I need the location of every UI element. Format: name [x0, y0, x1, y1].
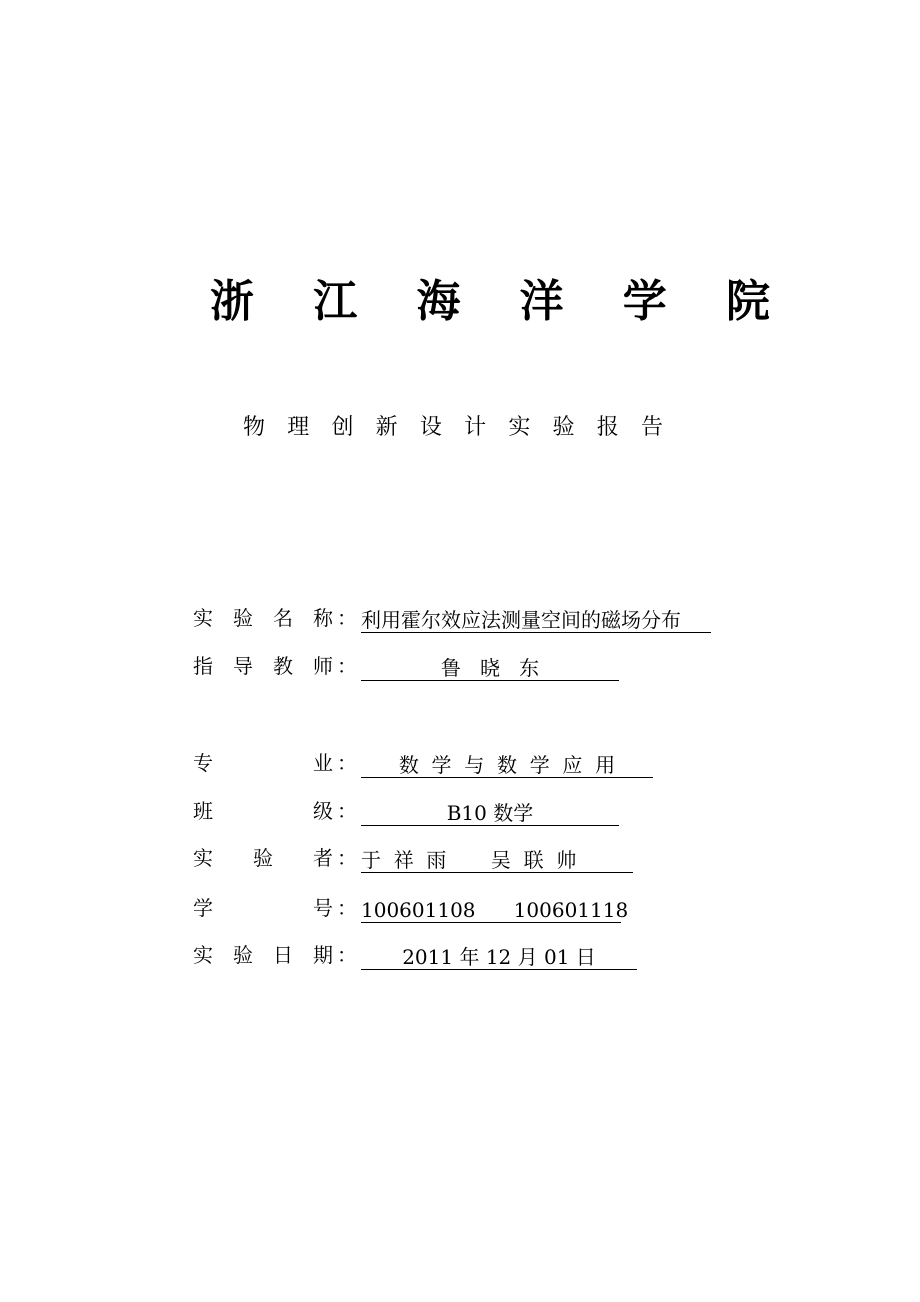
experimenter-value: 于 祥 雨 吴 联 帅 [361, 847, 633, 873]
field-date [193, 940, 637, 970]
experiment-name-value: 利用霍尔效应法测量空间的磁场分布 [361, 607, 711, 633]
label-char: 称 [313, 606, 333, 630]
label-char: 日 [273, 943, 293, 967]
report-subtitle-char: 报 [596, 414, 619, 440]
field-label [193, 796, 333, 826]
report-subtitle-char: 实 [508, 414, 531, 440]
label-char: 学 [193, 896, 213, 920]
field-label [193, 748, 333, 778]
school-title-char: 学 [622, 276, 667, 327]
report-subtitle-char: 计 [464, 414, 487, 440]
label-char: 实 [193, 606, 213, 630]
school-title [210, 262, 770, 332]
field-colon: ： [337, 654, 357, 678]
school-title-char: 洋 [519, 276, 564, 327]
school-title-char: 院 [725, 276, 770, 327]
label-char: 实 [193, 846, 213, 870]
field-colon: ： [337, 799, 357, 823]
field-student-id [193, 893, 629, 923]
field-class [193, 796, 619, 826]
label-char: 号 [313, 896, 333, 920]
report-subtitle-char: 验 [552, 414, 575, 440]
label-char: 者 [313, 846, 333, 870]
field-colon: ： [337, 846, 357, 870]
school-title-char: 海 [416, 276, 461, 327]
date-value: 2011 年 12 月 01 日 [361, 944, 637, 970]
label-char: 期 [313, 943, 333, 967]
label-char: 名 [273, 606, 293, 630]
label-char: 级 [313, 799, 333, 823]
field-label [193, 603, 333, 633]
label-char: 指 [193, 654, 213, 678]
field-label [193, 843, 333, 873]
label-char: 班 [193, 799, 213, 823]
field-label [193, 940, 333, 970]
label-char: 师 [313, 654, 333, 678]
label-char: 验 [253, 846, 273, 870]
label-char: 验 [233, 943, 253, 967]
instructor-value: 鲁 晓 东 [361, 655, 619, 681]
field-colon: ： [337, 943, 357, 967]
report-subtitle-char: 创 [331, 414, 354, 440]
report-subtitle-char: 设 [419, 414, 442, 440]
field-label [193, 893, 333, 923]
class-value: B10 数学 [361, 800, 619, 826]
school-title-char: 江 [313, 276, 358, 327]
label-char: 业 [313, 751, 333, 775]
report-subtitle-char: 物 [243, 414, 266, 440]
field-colon: ： [337, 896, 357, 920]
field-experiment-name [193, 603, 711, 633]
report-subtitle-char: 理 [287, 414, 310, 440]
label-char: 专 [193, 751, 213, 775]
field-instructor [193, 651, 619, 681]
label-char: 实 [193, 943, 213, 967]
report-subtitle-char: 告 [640, 414, 663, 440]
label-char: 导 [233, 654, 253, 678]
field-experimenter [193, 843, 633, 873]
major-value: 数 学 与 数 学 应 用 [361, 752, 653, 778]
report-subtitle-char: 新 [375, 414, 398, 440]
report-subtitle [243, 410, 663, 440]
field-label [193, 651, 333, 681]
field-major [193, 748, 653, 778]
label-char: 教 [273, 654, 293, 678]
label-char: 验 [233, 606, 253, 630]
field-colon: ： [337, 751, 357, 775]
school-title-char: 浙 [210, 276, 254, 327]
student-id-value: 100601108 100601118 [361, 897, 629, 922]
field-colon: ： [337, 606, 357, 630]
